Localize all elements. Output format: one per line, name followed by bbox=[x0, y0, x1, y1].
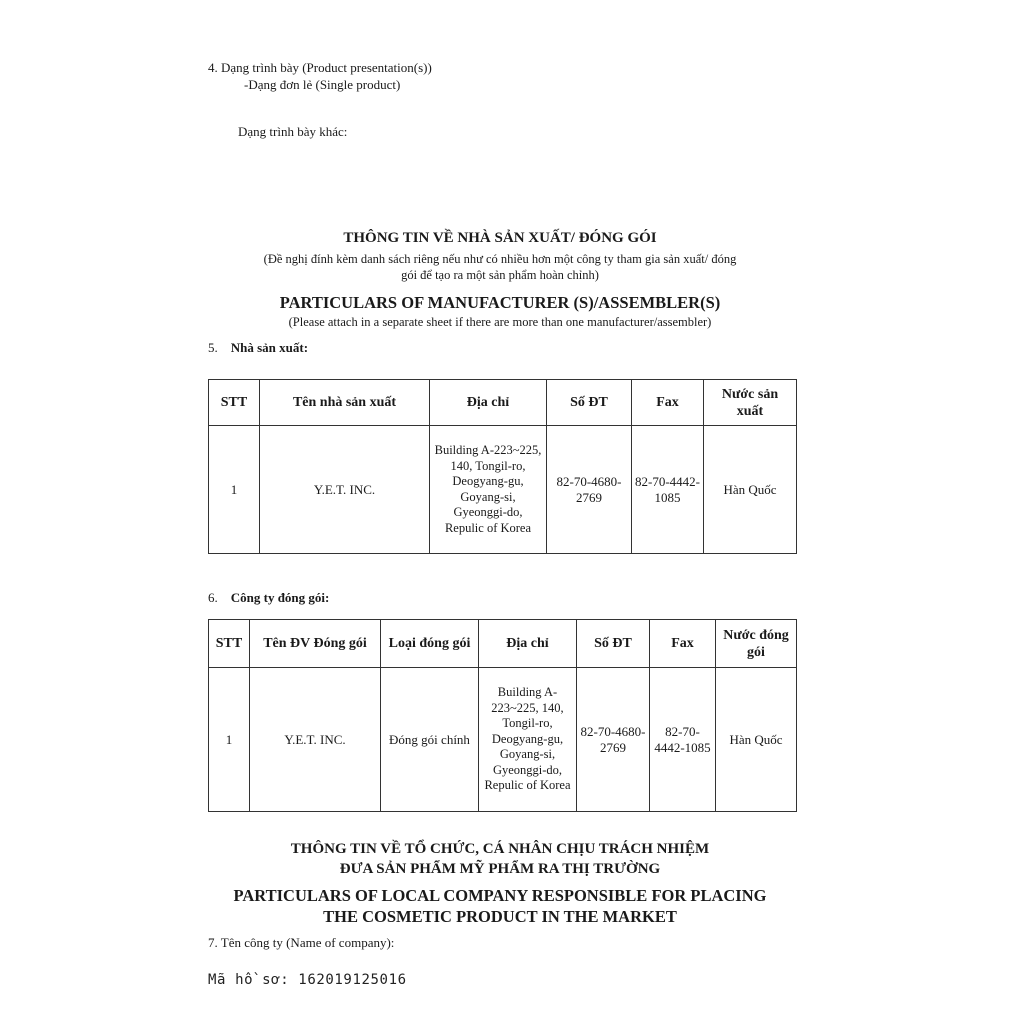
section-7-heading: 7. Tên công ty (Name of company): bbox=[208, 935, 395, 950]
local-company-title-en-line1: PARTICULARS OF LOCAL COMPANY RESPONSIBLE FOR PLACING bbox=[233, 886, 767, 905]
manufacturer-note-vi-line1: (Đề nghị đính kèm danh sách riêng nếu như có nhiều hơn một công ty tham gia sản xuất/ đóng bbox=[263, 252, 737, 266]
cell-phone: 82-70-4680-2769 bbox=[577, 668, 650, 812]
manufacturer-table bbox=[208, 379, 797, 554]
col-header-manufacturer-name: Tên nhà sản xuất bbox=[260, 380, 430, 426]
section-5-title: Nhà sản xuất: bbox=[230, 340, 309, 355]
section-4-heading: 4. Dạng trình bày (Product presentation(s)) bbox=[208, 60, 432, 75]
section-4-item: -Dạng đơn lẻ (Single product) bbox=[244, 77, 401, 92]
section-5-label bbox=[208, 340, 308, 356]
table-header-row bbox=[209, 380, 797, 426]
cell-fax: 82-70-4442-1085 bbox=[650, 668, 716, 812]
table-header-row bbox=[209, 620, 797, 668]
table-row bbox=[209, 426, 797, 554]
local-company-title-vi-line1: THÔNG TIN VỀ TỔ CHỨC, CÁ NHÂN CHỊU TRÁCH NHIỆM bbox=[290, 841, 710, 857]
cell-packing-type: Đóng gói chính bbox=[381, 668, 479, 812]
cell-country: Hàn Quốc bbox=[716, 668, 797, 812]
col-header-phone: Số ĐT bbox=[577, 620, 650, 668]
col-header-country: Nước đóng gói bbox=[716, 620, 797, 668]
cell-packer-name: Y.E.T. INC. bbox=[250, 668, 381, 812]
section-5-number: 5. bbox=[208, 340, 218, 355]
section-6-title: Công ty đóng gói: bbox=[230, 590, 330, 605]
local-company-title-en-line2: THE COSMETIC PRODUCT IN THE MARKET bbox=[323, 907, 677, 926]
packer-table bbox=[208, 619, 797, 812]
manufacturer-title-en: PARTICULARS OF MANUFACTURER (S)/ASSEMBLER(S) bbox=[279, 293, 721, 312]
col-header-fax: Fax bbox=[650, 620, 716, 668]
cell-stt: 1 bbox=[209, 426, 260, 554]
col-header-phone: Số ĐT bbox=[547, 380, 632, 426]
cell-fax: 82-70-4442-1085 bbox=[632, 426, 704, 554]
section-4-other: Dạng trình bày khác: bbox=[238, 124, 348, 139]
col-header-address: Địa chỉ bbox=[430, 380, 547, 426]
cell-address: Building A-223~225, 140, Tongil-ro, Deogyang-gu, Goyang-si, Gyeonggi-do, Repulic of Korea bbox=[430, 426, 547, 554]
manufacturer-title-vi: THÔNG TIN VỀ NHÀ SẢN XUẤT/ ĐÓNG GÓI bbox=[343, 230, 657, 246]
cell-address: Building A-223~225, 140, Tongil-ro, Deogyang-gu, Goyang-si, Gyeonggi-do, Repulic of Korea bbox=[479, 668, 577, 812]
col-header-country: Nước sản xuất bbox=[704, 380, 797, 426]
cell-phone: 82-70-4680-2769 bbox=[547, 426, 632, 554]
cell-stt: 1 bbox=[209, 668, 250, 812]
manufacturer-note-en: (Please attach in a separate sheet if there are more than one manufacturer/assembler) bbox=[288, 315, 712, 329]
col-header-packing-type: Loại đóng gói bbox=[381, 620, 479, 668]
col-header-stt: STT bbox=[209, 380, 260, 426]
local-company-title-vi-line2: ĐƯA SẢN PHẨM MỸ PHẨM RA THỊ TRƯỜNG bbox=[339, 861, 661, 877]
table-row bbox=[209, 668, 797, 812]
col-header-stt: STT bbox=[209, 620, 250, 668]
cell-country: Hàn Quốc bbox=[704, 426, 797, 554]
section-6-number: 6. bbox=[208, 590, 218, 605]
file-code: Mã hồ sơ: 162019125016 bbox=[208, 972, 407, 988]
col-header-packer-name: Tên ĐV Đóng gói bbox=[250, 620, 381, 668]
manufacturer-note-vi-line2: gói để tạo ra một sản phẩm hoàn chỉnh) bbox=[401, 268, 599, 282]
cell-manufacturer-name: Y.E.T. INC. bbox=[260, 426, 430, 554]
section-6-label bbox=[208, 590, 329, 606]
col-header-address: Địa chỉ bbox=[479, 620, 577, 668]
col-header-fax: Fax bbox=[632, 380, 704, 426]
